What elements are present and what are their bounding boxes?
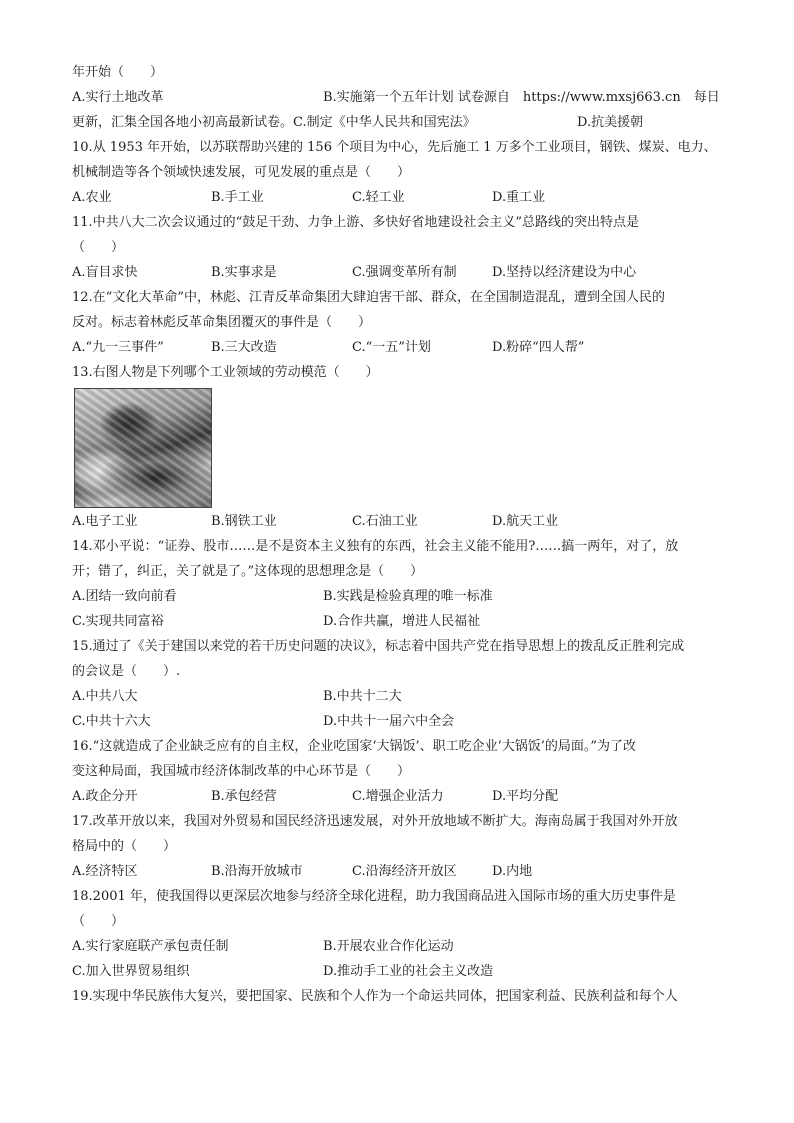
question-18-stem-cont: （ ） [72, 914, 125, 929]
q18-option-b: B.开展农业合作化运动 [323, 939, 454, 954]
q18-option-d: D.推动手工业的社会主义改造 [323, 964, 494, 979]
q14-option-c: C.实现共同富裕 [72, 614, 164, 629]
q9-option-b-watermark: B.实施第一个五年计划 试卷源自 https://www.mxsj663.cn 每日 [323, 90, 720, 105]
q13-option-b: B.钢铁工业 [211, 514, 277, 529]
q12-option-a: A.“九一三事件” [72, 340, 164, 355]
q17-option-c: C.沿海经济开放区 [352, 864, 457, 879]
q15-option-d: D.中共十一届六中全会 [323, 714, 455, 729]
q10-option-c: C.轻工业 [352, 190, 405, 205]
q15-option-a: A.中共八大 [72, 689, 138, 704]
question-17-stem: 17.改革开放以来，我国对外贸易和国民经济迅速发展，对外开放地域不断扩大。海南岛属于我国对外开放 [72, 814, 678, 829]
q14-option-a: A.团结一致向前看 [72, 589, 177, 604]
question-15-stem: 15.通过了《关于建国以来党的若干历史问题的决议》，标志着中国共产党在指导思想上的拨乱反正胜利完成 [72, 639, 685, 654]
question-11-stem-cont: （ ） [72, 240, 125, 255]
question-10-stem-cont: 机械制造等各个领域快速发展，可见发展的重点是（ ） [72, 165, 411, 180]
question-15-stem-cont: 的会议是（ ）. [72, 664, 181, 679]
question-12-stem: 12.在“文化大革命”中，林彪、江青反革命集团大肆迫害干部、群众，在全国制造混乱，遭到全国人民的 [72, 290, 665, 305]
q16-option-a: A.政企分开 [72, 789, 138, 804]
question-14-stem-cont: 开；错了，纠正，关了就是了。”这体现的思想理念是（ ） [72, 564, 424, 579]
q17-option-b: B.沿海开放城市 [211, 864, 303, 879]
q15-option-c: C.中共十六大 [72, 714, 151, 729]
q11-option-b: B.实事求是 [211, 265, 277, 280]
q11-option-c: C.强调变革所有制 [352, 265, 457, 280]
question-18-stem: 18.2001 年，使我国得以更深层次地参与经济全球化进程，助力我国商品进入国际市场的重大历史事件是 [72, 889, 676, 904]
question-10-stem: 10.从 1953 年开始，以苏联帮助兴建的 156 个项目为中心，先后施工 1 万多个工业项目，钢铁、煤炭、电力、 [72, 140, 717, 155]
q10-option-b: B.手工业 [211, 190, 264, 205]
q10-option-d: D.重工业 [492, 190, 546, 205]
question-16-stem-cont: 变这种局面，我国城市经济体制改革的中心环节是（ ） [72, 764, 411, 779]
q9-option-c-line: 更新，汇集全国各地小初高最新试卷。C.制定《中华人民共和国宪法》 [72, 115, 476, 130]
q14-option-b: B.实践是检验真理的唯一标准 [323, 589, 493, 604]
q16-option-c: C.增强企业活力 [352, 789, 444, 804]
q12-option-c: C.“一五”计划 [352, 340, 431, 355]
question-12-stem-cont: 反对。标志着林彪反革命集团覆灭的事件是（ ） [72, 315, 372, 330]
q9-option-d: D.抗美援朝 [577, 115, 644, 130]
q16-option-d: D.平均分配 [492, 789, 559, 804]
q16-option-b: B.承包经营 [211, 789, 277, 804]
q18-option-c: C.加入世界贸易组织 [72, 964, 190, 979]
q14-option-d: D.合作共赢，增进人民福祉 [323, 614, 481, 629]
q12-option-d: D.粉碎“四人帮” [492, 340, 585, 355]
q10-option-a: A.农业 [72, 190, 112, 205]
q17-option-d: D.内地 [492, 864, 533, 879]
labor-model-photo [74, 388, 212, 508]
q18-option-a: A.实行家庭联产承包责任制 [72, 939, 229, 954]
question-17-stem-cont: 格局中的（ ） [72, 839, 177, 854]
question-19-stem: 19.实现中华民族伟大复兴，要把国家、民族和个人作为一个命运共同体，把国家利益、民族利益和每个人 [72, 989, 678, 1004]
q13-option-c: C.石油工业 [352, 514, 418, 529]
q9-option-a: A.实行土地改革 [72, 90, 164, 105]
question-11-stem: 11.中共八大二次会议通过的“鼓足干劲、力争上游、多快好省地建设社会主义”总路线的突出特点是 [72, 215, 639, 230]
q12-option-b: B.三大改造 [211, 340, 277, 355]
q17-option-a: A.经济特区 [72, 864, 138, 879]
question-16-stem: 16.“这就造成了企业缺乏应有的自主权，企业吃国家‘大锅饭’、职工吃企业‘大锅饭’的局面。”为了改 [72, 739, 636, 754]
q13-option-a: A.电子工业 [72, 514, 138, 529]
q11-option-a: A.盲目求快 [72, 265, 138, 280]
q13-option-d: D.航天工业 [492, 514, 559, 529]
question-13-stem: 13.右图人物是下列哪个工业领域的劳动模范（ ） [72, 365, 379, 380]
question-9-stem-end: 年开始（ ） [72, 65, 164, 80]
q11-option-d: D.坚持以经济建设为中心 [492, 265, 637, 280]
question-14-stem: 14.邓小平说：“证券、股市……是不是资本主义独有的东西，社会主义能不能用?……搞一两年，对了，放 [72, 539, 679, 554]
q15-option-b: B.中共十二大 [323, 689, 402, 704]
